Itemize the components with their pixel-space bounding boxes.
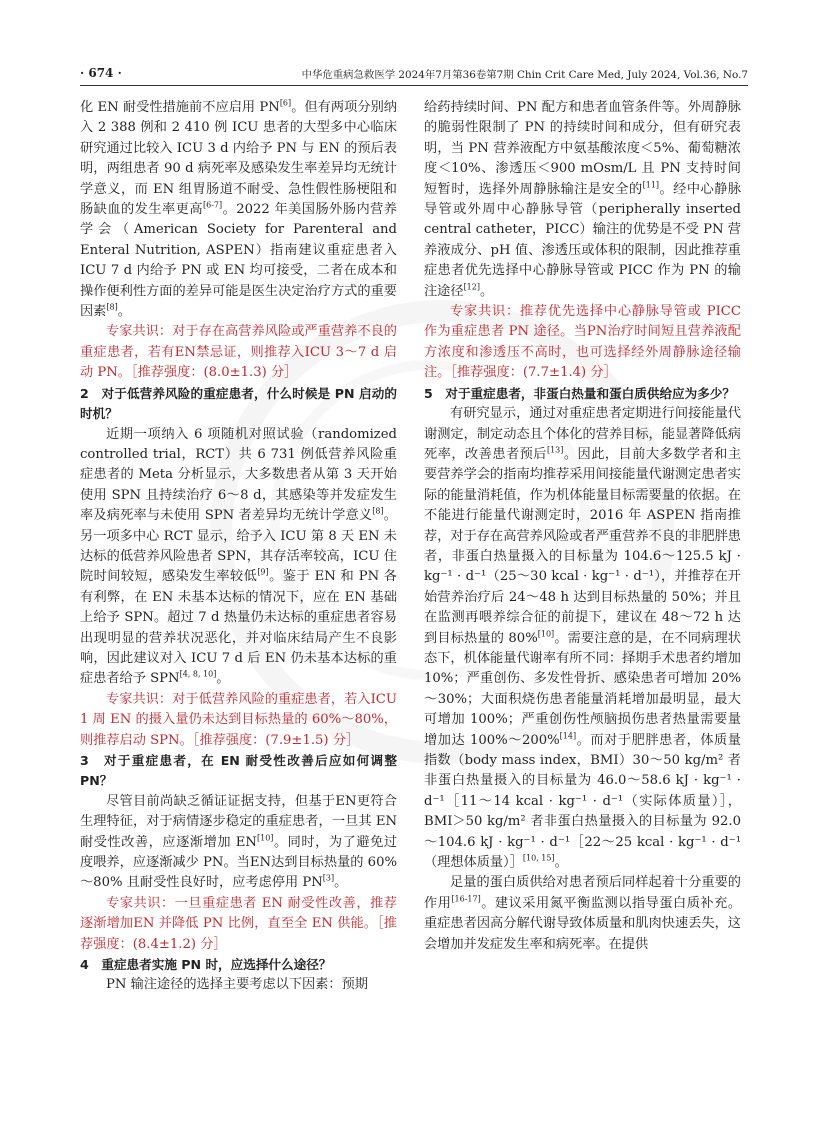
section-heading: 3 对于重症患者，在 EN 耐受性改善后应如何调整 PN？ bbox=[80, 753, 397, 789]
left-column bbox=[80, 98, 397, 996]
right-column bbox=[424, 98, 741, 955]
section-heading: 2 对于低营养风险的重症患者，什么时候是 PN 启动的时机？ bbox=[80, 385, 397, 422]
paragraph: 近期一项纳入 6 项随机对照试验（randomized controlled trial，RCT）共 6 731 例低营养风险重症患者的 Meta 分析显示，大多数患者从第 3 天开始使用 SPN 且持续治疗 6～8 d，其感染等并发症发生率及病死率与未使用 SPN 者差异均无统计学意义[8]。另一项多中心 RCT 显示，给予入 ICU 第 8 天 EN 未达标的低营养风险患者 SPN，其存活率较高，ICU 住院时间较短，感染发生率较低[9]。鉴于 EN 和 PN 各有利弊，在 EN 未基本达标的情况下，应在 EN 基础上给予 SPN。超过 7 d 热量仍未达标的重症患者容易出现明显的营养状况恶化，并对临床结局产生不良影响，因此建议对入 ICU 7 d 后 EN 仍未基本达标的重症患者给予 SPN[4, 8, 10]。 bbox=[80, 426, 397, 687]
journal-citation: 中华危重病急救医学 2024年7月第36卷第7期 Chin Crit Care Med, July 2024, Vol.36, No.7 bbox=[301, 69, 748, 81]
paragraph: 足量的蛋白质供给对患者预后同样起着十分重要的作用[16-17]。建议采用氮平衡监测以指导蛋白质补充。重症患者因高分解代谢导致体质量和肌肉快速丢失，这会增加并发症发生率和病死率。在提供 bbox=[424, 875, 742, 952]
paragraph: PN 输注途径的选择主要考虑以下因素：预期 bbox=[106, 977, 368, 993]
section-heading: 4 重症患者实施 PN 时，应选择什么途径？ bbox=[80, 957, 332, 973]
paragraph: 尽管目前尚缺乏循证证据支持，但基于EN更符合生理特征，对于病情逐步稳定的重症患者，一旦其 EN 耐受性改善，应逐渐增加 EN[10]。同时，为了避免过度喂养，应逐渐减少 PN。当EN达到目标热量的 60%～80% 且耐受性良好时，应考虑停用 PN[3]。 bbox=[80, 793, 398, 891]
header-rule bbox=[80, 85, 748, 86]
paragraph: 化 EN 耐受性措施前不应启用 PN[6]。但有两项分别纳入 2 388 例和 2 410 例 ICU 患者的大型多中心临床研究通过比较入 ICU 3 d 内给予 PN 与 EN 的预后表明，两组患者 90 d 病死率及感染发生率差异均无统计学意义，而 EN 组胃肠道不耐受、急性假性肠梗阻和肠缺血的发生率更高[6-7]。2022 年美国肠外肠内营养学会（American Society for Parenteral and Enteral Nutrition, ASPEN）指南建议重症患者入 ICU 7 d 内给予 PN 或 EN 均可接受，二者在成本和操作便利性方面的差异可能是医生决定治疗方式的重要因素[8]。 bbox=[80, 98, 397, 320]
running-header bbox=[80, 66, 748, 82]
expert-consensus: 专家共识：对于低营养风险的重症患者，若入ICU 1 周 EN 的摄入量仍未达到目标热量的 60%～80%，则推荐启动 SPN。［推荐强度：(7.9±1.5) 分］ bbox=[80, 691, 397, 748]
page-number: · 674 · bbox=[80, 66, 122, 80]
paragraph: 有研究显示，通过对重症患者定期进行间接能量代谢测定，制定动态且个体化的营养目标，能显著降低病死率，改善患者预后[13]。因此，目前大多数学者和主要营养学会的指南均推荐采用间接能量代谢测定患者实际的能量消耗值，作为机体能量目标需要量的依据。在不能进行能量代谢测定时，2016 年 ASPEN 指南推荐，对于存在高营养风险或者严重营养不良的非肥胖患者，非蛋白热量摄入的目标量为 104.6～125.5 kJ · kg⁻¹ · d⁻¹（25～30 kcal · kg⁻¹ · d⁻¹），并推荐在开始营养治疗后 24～48 h 达到目标热量的 50%；并且在监测再喂养综合征的前提下，建议在 48～72 h 达到目标热量的 80%[10]。需要注意的是，在不同病理状态下，机体能量代谢率有所不同：择期手术患者约增加 10%；严重创伤、多发性骨折、感染患者可增加 20%～30%；大面积烧伤患者能量消耗增加最明显，最大可增加 100%；严重创伤性颅脑损伤患者热量需要量增加达 100%～200%[14]。而对于肥胖患者，体质量指数（body mass index，BMI）30～50 kg/m² 者非蛋白热量摄入的目标量为 46.0～58.6 kJ · kg⁻¹ · d⁻¹［11～14 kcal · kg⁻¹ · d⁻¹（实际体质量）］，BMI＞50 kg/m² 者非蛋白热量摄入的目标量为 92.0～104.6 kJ · kg⁻¹ · d⁻¹［22～25 kcal · kg⁻¹ · d⁻¹（理想体质量）］[10, 15]。 bbox=[424, 406, 742, 871]
expert-consensus: 专家共识：推荐优先选择中心静脉导管或 PICC 作为重症患者 PN 途径。当PN治疗时间短且营养液配方浓度和渗透压不高时，也可选择经外周静脉途径输注。［推荐强度：(7.7±1.4) 分］ bbox=[424, 304, 741, 381]
expert-consensus: 专家共识：对于存在高营养风险或严重营养不良的重症患者，若有EN禁忌证，则推荐入ICU 3～7 d 启动 PN。［推荐强度：(8.0±1.3) 分］ bbox=[80, 324, 397, 381]
paragraph: 给药持续时间、PN 配方和患者血管条件等。外周静脉的脆弱性限制了 PN 的持续时间和成分，但有研究表明，当 PN 营养液配方中氨基酸浓度＜5%、葡萄糖浓度＜10%、渗透压＜900 mOsm/L 且 PN 支持时间短暂时，选择外周静脉输注是安全的[11]。经中心静脉导管或外周中心静脉导管（peripherally inserted central catheter，PICC）输注的优势是不受 PN 营养液成分、pH 值、渗透压或体积的限制，因此推荐重症患者优先选择中心静脉导管或 PICC 作为 PN 的输注途径[12]。 bbox=[424, 100, 742, 299]
expert-consensus: 专家共识：一旦重症患者 EN 耐受性改善，推荐逐渐增加EN 并降低 PN 比例，直至全 EN 供能。［推荐强度：(8.4±1.2) 分］ bbox=[80, 895, 397, 952]
section-heading: 5 对于重症患者，非蛋白热量和蛋白质供给应为多少？ bbox=[424, 385, 736, 401]
